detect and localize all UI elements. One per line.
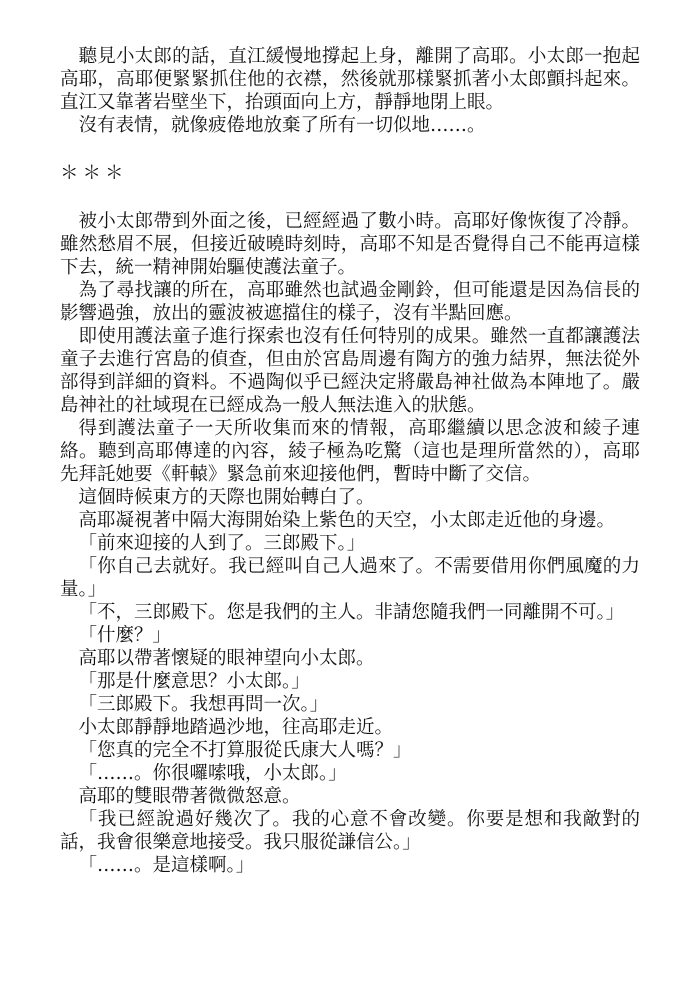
dialogue-line: 「前來迎接的人到了。三郎殿下。」 bbox=[78, 533, 366, 554]
section-divider: ＊＊＊ bbox=[60, 163, 128, 184]
paragraph: 高耶以帶著懷疑的眼神望向小太郎。 bbox=[78, 648, 375, 669]
section-gap bbox=[60, 185, 640, 210]
dialogue-line: 「什麼？」 bbox=[78, 625, 172, 646]
dialogue-line: 「……。是這樣啊。」 bbox=[78, 855, 255, 876]
section-gap bbox=[60, 137, 640, 162]
dialogue-line: 「那是什麼意思？小太郎。」 bbox=[78, 671, 310, 692]
dialogue-line: 「您真的完全不打算服從氏康大人嗎？」 bbox=[78, 740, 412, 761]
dialogue-line: 「不，三郎殿下。您是我們的主人。非請您隨我們一同離開不可。」 bbox=[78, 602, 625, 623]
paragraph: 為了尋找讓的所在，高耶雖然也試過金剛鈴，但可能還是因為信長的影響過強，放出的靈波被遮擋住的樣子，沒有半點回應。 bbox=[60, 280, 640, 324]
dialogue-line: 「你自己去就好。我已經叫自己人過來了。不需要借用你們風魔的力量。」 bbox=[60, 556, 640, 600]
paragraph: 沒有表情，就像疲倦地放棄了所有一切似地……。 bbox=[78, 115, 486, 136]
dialogue-line: 「……。你很囉嗦哦，小太郎。」 bbox=[78, 763, 347, 784]
dialogue-line: 「我已經說過好幾次了。我的心意不會改變。你要是想和我敵對的話，我會很樂意地接受。我只服從謙信公。」 bbox=[60, 809, 640, 853]
paragraph: 即使用護法童子進行探索也沒有任何特別的成果。雖然一直都讓護法童子去進行宮島的偵查，但由於宮島周邊有陶方的強力結界，無法從外部得到詳細的資料。不過陶似乎已經決定將嚴島神社做為本陣地了。嚴島神社的社域現在已經成為一般人無法進入的狀態。 bbox=[60, 326, 640, 416]
document-page bbox=[60, 0, 640, 877]
paragraph: 小太郎靜靜地踏過沙地，往高耶走近。 bbox=[78, 717, 394, 738]
paragraph: 被小太郎帶到外面之後，已經經過了數小時。高耶好像恢復了冷靜。雖然愁眉不展，但接近破曉時刻時，高耶不知是否覺得自己不能再這樣下去，統一精神開始驅使護法童子。 bbox=[60, 211, 640, 278]
paragraph: 這個時候東方的天際也開始轉白了。 bbox=[78, 487, 375, 508]
dialogue-line: 「三郎殿下。我想再問一次。」 bbox=[78, 694, 329, 715]
paragraph: 聽見小太郎的話，直江緩慢地撐起上身，離開了高耶。小太郎一抱起高耶，高耶便緊緊抓住他的衣襟，然後就那樣緊抓著小太郎顫抖起來。直江又靠著岩壁坐下，抬頭面向上方，靜靜地閉上眼。 bbox=[60, 46, 640, 113]
paragraph: 得到護法童子一天所收集而來的情報，高耶繼續以思念波和綾子連絡。聽到高耶傳達的內容，綾子極為吃驚（這也是理所當然的），高耶先拜託她要《軒轅》緊急前來迎接他們，暫時中斷了交信。 bbox=[60, 418, 640, 485]
paragraph: 高耶的雙眼帶著微微怒意。 bbox=[78, 786, 301, 807]
top-margin bbox=[60, 0, 640, 45]
paragraph: 高耶凝視著中隔大海開始染上紫色的天空，小太郎走近他的身邊。 bbox=[78, 510, 616, 531]
